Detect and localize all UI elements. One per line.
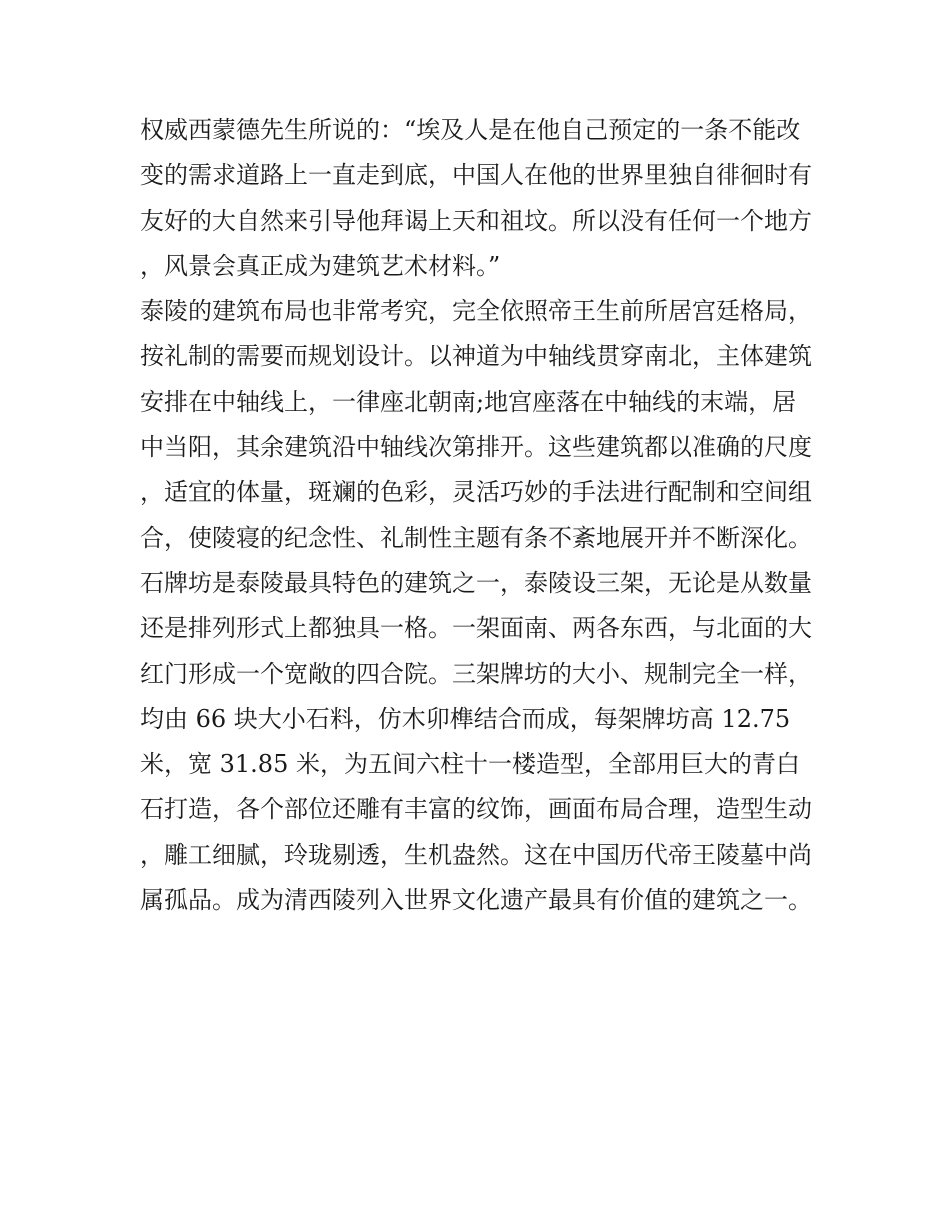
paragraph-stone-archway: 石牌坊是泰陵最具特色的建筑之一，泰陵设三架，无论是从数量还是排列形式上都独具一格。一架面南、两各东西，与北面的大红门形成一个宽敞的四合院。三架牌坊的大小、规制完全一样，均由 66 块大小石料，仿木卯榫结合而成，每架牌坊高 12.75 米，宽 31.85 米，为五间六柱十一楼造型，全部用巨大的青白石打造，各个部位还雕有丰富的纹饰，画面布局合理，造型生动，雕工细腻，玲珑剔透，生机盎然。这在中国历代帝王陵墓中尚属孤品。成为清西陵列入世界文化遗产最具有价值的建筑之一。 [140, 568, 812, 915]
paragraph-layout: 泰陵的建筑布局也非常考究，完全依照帝王生前所居宫廷格局，按礼制的需要而规划设计。以神道为中轴线贯穿南北，主体建筑安排在中轴线上，一律座北朝南;地宫座落在中轴线的末端，居中当阳，其余建筑沿中轴线次第排开。这些建筑都以准确的尺度，适宜的体量，斑斓的色彩，灵活巧妙的手法进行配制和空间组合，使陵寝的纪念性、礼制性主题有条不紊地展开并不断深化。 [140, 297, 812, 552]
paragraph-quote: 权威西蒙德先生所说的：“埃及人是在他自己预定的一条不能改变的需求道路上一直走到底，中国人在他的世界里独自徘徊时有友好的大自然来引导他拜谒上天和祖坟。所以没有任何一个地方，风景会真正成为建筑艺术材料。” [140, 116, 812, 280]
document-body [140, 108, 812, 923]
